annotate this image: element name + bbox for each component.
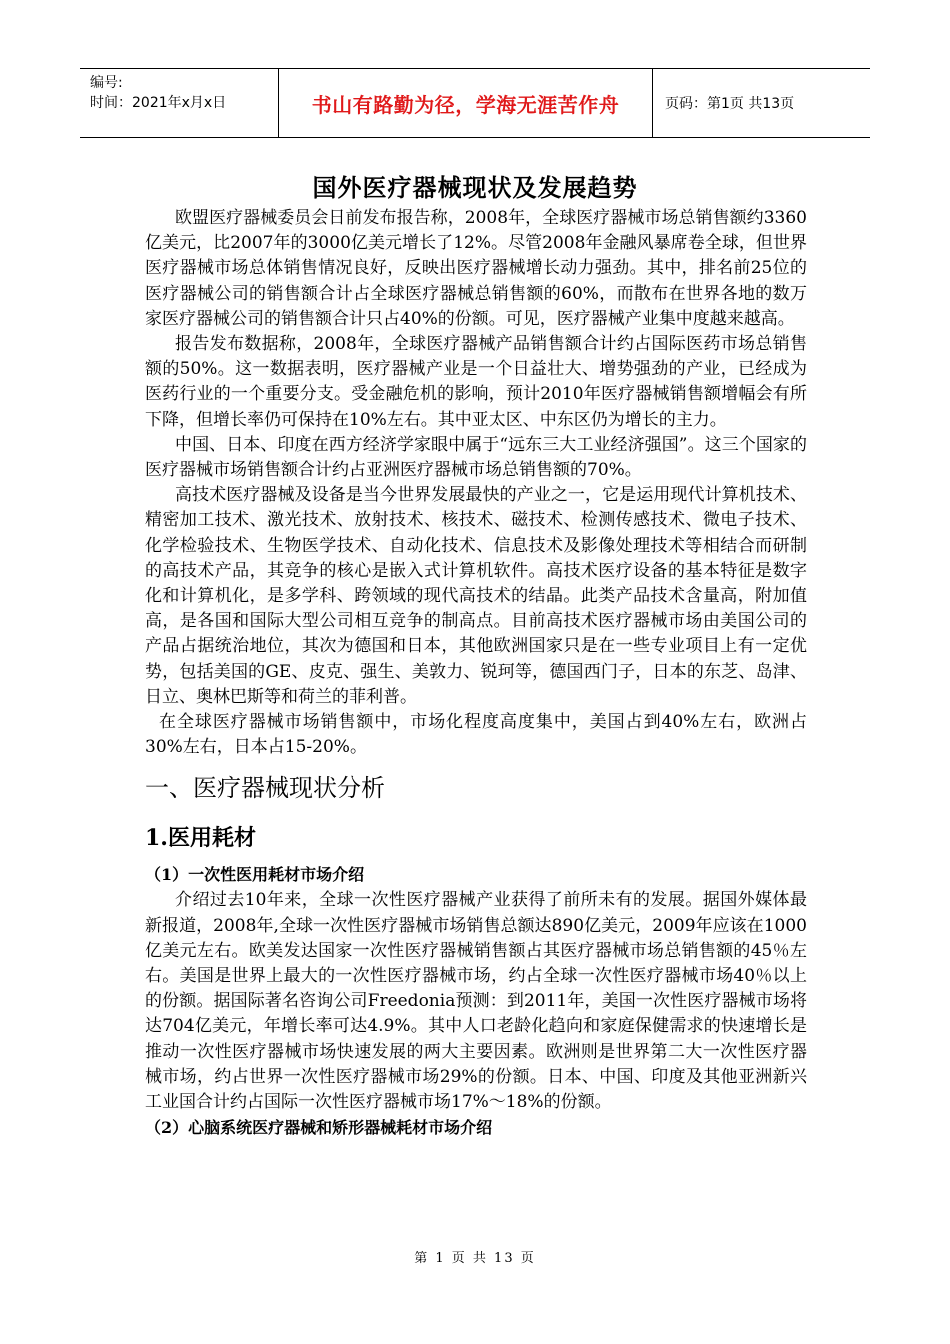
section-heading: 一、医疗器械现状分析 <box>145 774 385 803</box>
paragraph: 中国、日本、印度在西方经济学家眼中属于“远东三大工业经济强国”。这三个国家的医疗器械市场销售额合计约占亚洲医疗器械市场总销售额的70%。 <box>145 434 807 481</box>
number-label: 编号: <box>90 75 123 91</box>
paragraph: 高技术医疗器械及设备是当今世界发展最快的产业之一，它是运用现代计算机技术、精密加工技术、激光技术、放射技术、核技术、磁技术、检测传感技术、微电子技术、化学检验技术、生物医学技术、自动化技术、信息技术及影像处理技术等相结合而研制的高技术产品，其竞争的核心是嵌入式计算机软件。高技术医疗设备的基本特征是数字化和计算机化，是多学科、跨领域的现代高技术的结晶。此类产品技术含量高，附加值高，是各国和国际大型公司相互竞争的制高点。目前高技术医疗器械市场由美国公司的产品占据统治地位，其次为德国和日本，其他欧洲国家只是在一些专业项目上有一定优势，包括美国的GE、皮克、强生、美敦力、锐珂等，德国西门子，日本的东芝、岛津、日立、奥林巴斯等和荷兰的菲利普。 <box>145 485 807 707</box>
paragraph: 欧盟医疗器械委员会日前发布报告称，2008年，全球医疗器械市场总销售额约3360亿美元，比2007年的3000亿美元增长了12%。尽管2008年金融风暴席卷全球，但世界医疗器械市场总体销售情况良好，反映出医疗器械增长动力强劲。其中，排名前25位的医疗器械公司的销售额合计占全球医疗器械总销售额的60%，而散布在世界各地的数万家医疗器械公司的销售额合计只占40%的份额。可见，医疗器械产业集中度越来越高。 <box>145 208 807 329</box>
page-header <box>80 68 870 138</box>
time-label: 时间：2021年x月x日 <box>90 95 227 111</box>
paragraph: 介绍过去10年来，全球一次性医疗器械产业获得了前所未有的发展。据国外媒体最新报道，2008年,全球一次性医疗器械市场销售总额达890亿美元，2009年应该在1000亿美元左右。欧美发达国家一次性医疗器械销售额占其医疗器械市场总销售额的45％左右。美国是世界上最大的一次性医疗器械市场，约占全球一次性医疗器械市场40％以上的份额。据国际著名咨询公司Freedonia预测：到2011年，美国一次性医疗器械市场将达704亿美元，年增长率可达4.9%。其中人口老龄化趋向和家庭保健需求的快速增长是推动一次性医疗器械市场快速发展的两大主要因素。欧洲则是世界第二大一次性医疗器械市场，约占世界一次性医疗器械市场29%的份额。日本、中国、印度及其他亚洲新兴工业国合计约占国际一次性医疗器械市场17%～18%的份额。 <box>145 890 807 1113</box>
header-meta <box>80 69 279 137</box>
header-page-info: 页码：第1页 共13页 <box>665 96 795 112</box>
item-heading: （2）心脑系统医疗器械和矫形器械耗材市场介绍 <box>145 1118 493 1138</box>
paragraph: 在全球医疗器械市场销售额中，市场化程度高度集中，美国占到40%左右，欧洲占30%左右，日本占15-20%。 <box>145 712 807 758</box>
page-footer: 第 1 页 共 13 页 <box>414 1251 536 1266</box>
item-heading: （1）一次性医用耗材市场介绍 <box>145 865 365 885</box>
document-body <box>145 206 807 1141</box>
paragraph: 报告发布数据称，2008年，全球医疗器械产品销售额合计约占国际医药市场总销售额的50%。这一数据表明，医疗器械产业是一个日益壮大、增势强劲的产业，已经成为医药行业的一个重要分支。受金融危机的影响，预计2010年医疗器械销售额增幅会有所下降，但增长率仍可保持在10%左右。其中亚太区、中东区仍为增长的主力。 <box>145 334 807 430</box>
header-motto: 书山有路勤为径，学海无涯苦作舟 <box>279 69 653 137</box>
subsection-heading: 1.医用耗材 <box>145 825 256 852</box>
document-title: 国外医疗器械现状及发展趋势 <box>312 173 638 202</box>
